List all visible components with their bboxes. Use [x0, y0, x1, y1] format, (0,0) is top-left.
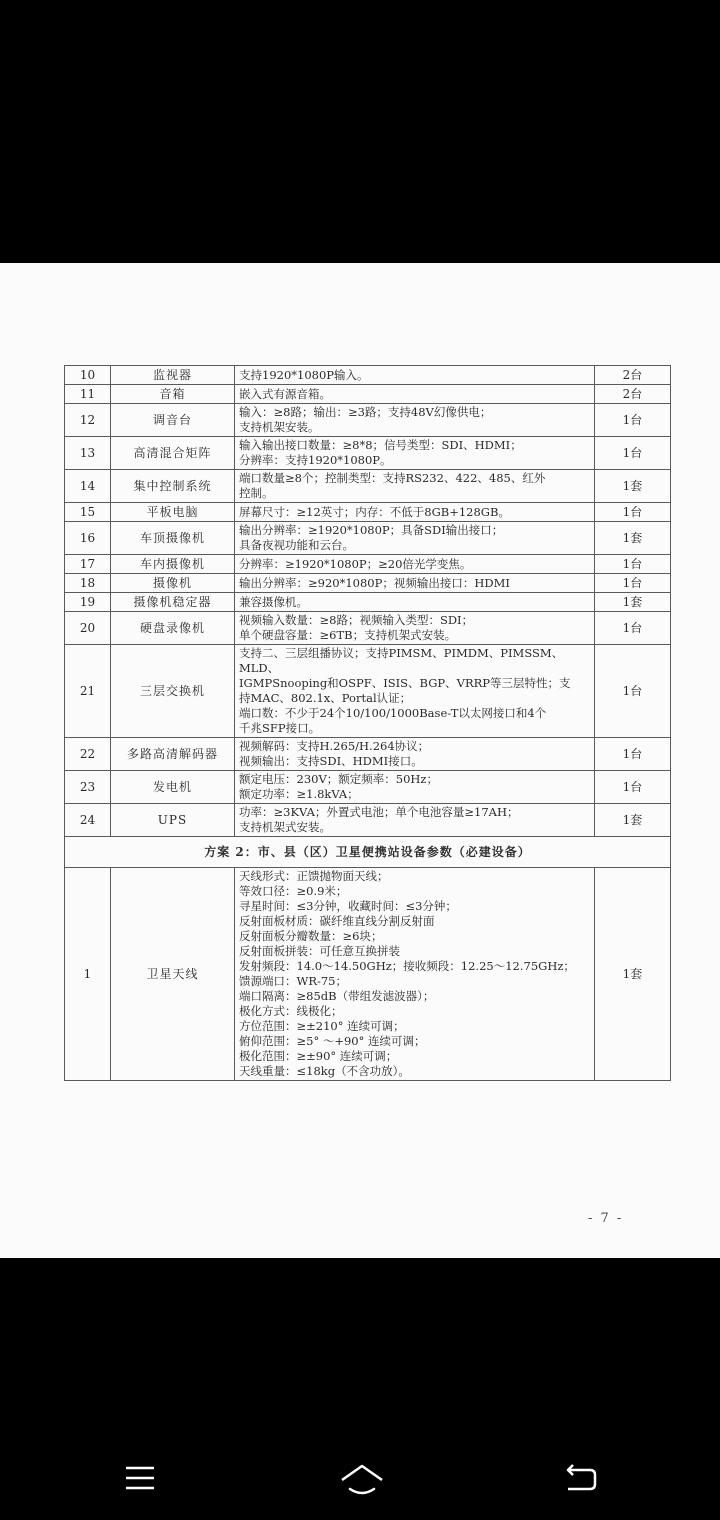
equipment-name: UPS	[111, 804, 235, 837]
equipment-spec: 兼容摄像机。	[235, 593, 595, 612]
equipment-quantity: 1台	[595, 503, 671, 522]
equipment-spec: 输入：≥8路；输出：≥3路；支持48V幻像供电； 支持机架安装。	[235, 404, 595, 437]
table-body-a	[65, 366, 671, 837]
row-number: 20	[65, 612, 111, 645]
page-number: - 7 -	[588, 1211, 624, 1226]
row-number: 16	[65, 522, 111, 555]
equipment-spec: 端口数量≥8个；控制类型：支持RS232、422、485、红外 控制。	[235, 470, 595, 503]
equipment-name: 发电机	[111, 771, 235, 804]
equipment-spec: 分辨率：≥1920*1080P；≥20倍光学变焦。	[235, 555, 595, 574]
home-icon	[338, 1458, 386, 1498]
table-row	[65, 366, 671, 385]
table-row	[65, 574, 671, 593]
table-row	[65, 437, 671, 470]
back-button[interactable]	[560, 1458, 600, 1498]
equipment-quantity: 1台	[595, 437, 671, 470]
row-number: 22	[65, 738, 111, 771]
equipment-spec: 输入输出接口数量：≥8*8；信号类型：SDI、HDMI； 分辨率：支持1920*1080P。	[235, 437, 595, 470]
equipment-quantity: 1套	[595, 522, 671, 555]
row-number: 19	[65, 593, 111, 612]
equipment-quantity: 1套	[595, 470, 671, 503]
equipment-quantity: 1套	[595, 868, 671, 1081]
equipment-quantity: 1台	[595, 555, 671, 574]
equipment-quantity: 1台	[595, 574, 671, 593]
equipment-spec: 输出分辨率：≥1920*1080P；具备SDI输出接口； 具备夜视功能和云台。	[235, 522, 595, 555]
equipment-spec: 嵌入式有源音箱。	[235, 385, 595, 404]
equipment-spec: 天线形式：正馈抛物面天线； 等效口径：≥0.9米； 寻星时间：≤3分钟，收藏时间：≤3分钟； 反射面板材质：碳纤维直线分割反射面 反射面板分瓣数量：≥6块； 反射面板拼装：可任意互换拼装 发射频段：14.0～14.50GHz；接收频段：12.25～12.75GHz； 馈源端口：WR-75； 端口隔离：≥85dB（带组发滤波器）； 极化方式：线极化； 方位范围：≥±210° 连续可调； 俯仰范围：≥5° ～+90° 连续可调； 极化范围：≥±90° 连续可调； 天线重量：≤18kg（不含功放）。	[235, 868, 595, 1081]
equipment-name: 车内摄像机	[111, 555, 235, 574]
equipment-name: 多路高清解码器	[111, 738, 235, 771]
section-row	[65, 837, 671, 868]
row-number: 12	[65, 404, 111, 437]
document-page	[0, 263, 720, 1258]
back-icon	[560, 1458, 600, 1498]
table-body-b	[65, 868, 671, 1081]
equipment-name: 硬盘录像机	[111, 612, 235, 645]
equipment-name: 监视器	[111, 366, 235, 385]
table-row	[65, 404, 671, 437]
equipment-name: 高清混合矩阵	[111, 437, 235, 470]
equipment-name: 摄像机稳定器	[111, 593, 235, 612]
equipment-table	[64, 365, 671, 1081]
row-number: 21	[65, 645, 111, 738]
row-number: 14	[65, 470, 111, 503]
equipment-spec: 支持二、三层组播协议；支持PIMSM、PIMDM、PIMSSM、MLD、 IGMPSnooping和OSPF、ISIS、BGP、VRRP等三层特性；支 持MAC、802.1x、Portal认证； 端口数：不少于24个10/100/1000Base-T以太网接口和4个 千兆SFP接口。	[235, 645, 595, 738]
table-row	[65, 555, 671, 574]
equipment-name: 音箱	[111, 385, 235, 404]
equipment-name: 三层交换机	[111, 645, 235, 738]
table-row	[65, 522, 671, 555]
row-number: 18	[65, 574, 111, 593]
row-number: 17	[65, 555, 111, 574]
row-number: 13	[65, 437, 111, 470]
table-row	[65, 470, 671, 503]
equipment-quantity: 1台	[595, 738, 671, 771]
table-row	[65, 738, 671, 771]
navigation-bar	[0, 1450, 720, 1510]
equipment-name: 调音台	[111, 404, 235, 437]
equipment-quantity: 1台	[595, 645, 671, 738]
table-row	[65, 804, 671, 837]
equipment-quantity: 1台	[595, 612, 671, 645]
table-row	[65, 868, 671, 1081]
equipment-spec: 视频解码：支持H.265/H.264协议； 视频输出：支持SDI、HDMI接口。	[235, 738, 595, 771]
equipment-quantity: 2台	[595, 385, 671, 404]
equipment-quantity: 1台	[595, 771, 671, 804]
table-row	[65, 593, 671, 612]
top-black-bar	[0, 0, 720, 263]
section-title: 方案 2：市、县（区）卫星便携站设备参数（必建设备）	[65, 837, 671, 868]
equipment-name: 卫星天线	[111, 868, 235, 1081]
table-row	[65, 385, 671, 404]
row-number: 1	[65, 868, 111, 1081]
home-button[interactable]	[338, 1458, 386, 1498]
equipment-name: 车顶摄像机	[111, 522, 235, 555]
row-number: 23	[65, 771, 111, 804]
table-section	[65, 837, 671, 868]
equipment-spec: 额定电压：230V；额定频率：50Hz； 额定功率：≥1.8kVA；	[235, 771, 595, 804]
equipment-quantity: 1套	[595, 804, 671, 837]
menu-button[interactable]	[120, 1458, 160, 1498]
row-number: 10	[65, 366, 111, 385]
table-row	[65, 612, 671, 645]
equipment-name: 平板电脑	[111, 503, 235, 522]
equipment-name: 摄像机	[111, 574, 235, 593]
table-row	[65, 503, 671, 522]
row-number: 24	[65, 804, 111, 837]
equipment-quantity: 1台	[595, 404, 671, 437]
table-row	[65, 645, 671, 738]
equipment-quantity: 1套	[595, 593, 671, 612]
row-number: 15	[65, 503, 111, 522]
table-row	[65, 771, 671, 804]
equipment-quantity: 2台	[595, 366, 671, 385]
menu-icon	[120, 1458, 160, 1498]
equipment-spec: 输出分辨率：≥920*1080P；视频输出接口：HDMI	[235, 574, 595, 593]
equipment-spec: 功率：≥3KVA；外置式电池；单个电池容量≥17AH； 支持机架式安装。	[235, 804, 595, 837]
equipment-spec: 屏幕尺寸：≥12英寸；内存：不低于8GB+128GB。	[235, 503, 595, 522]
equipment-spec: 视频输入数量：≥8路；视频输入类型：SDI； 单个硬盘容量：≥6TB；支持机架式安装。	[235, 612, 595, 645]
row-number: 11	[65, 385, 111, 404]
equipment-name: 集中控制系统	[111, 470, 235, 503]
equipment-spec: 支持1920*1080P输入。	[235, 366, 595, 385]
